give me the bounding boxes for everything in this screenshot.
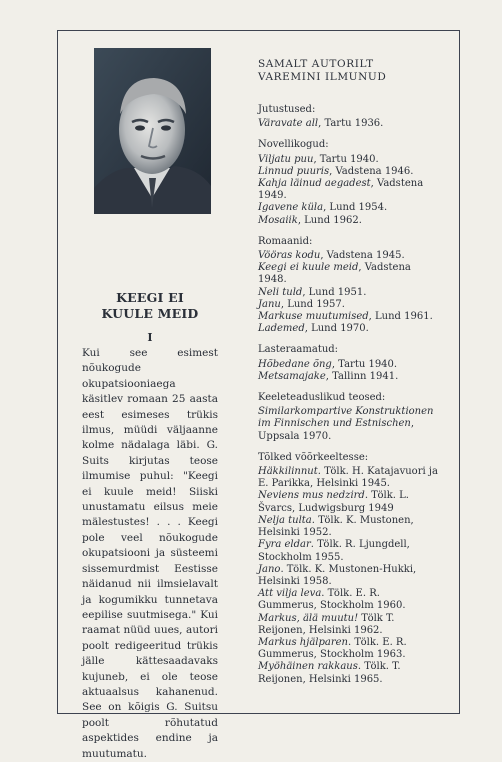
- bibliography-entry: [258, 118, 438, 130]
- bibliography-entry: [258, 166, 438, 178]
- bibliography-sections: [258, 104, 438, 686]
- entry-title: Metsamajake: [258, 370, 326, 382]
- entry-title: Viljatu puu: [258, 153, 314, 165]
- book-title-line: KUULE MEID: [101, 305, 199, 321]
- entry-title: Vööras kodu: [258, 250, 321, 262]
- bibliography-entry: [258, 637, 438, 661]
- entry-details: . Tölk. K. Mustonen, Helsinki 1952.: [258, 514, 414, 539]
- entry-title: Janu: [258, 298, 281, 310]
- entry-details: . Tölk. L. Švarcs, Ludwigsburg 1949: [258, 490, 409, 514]
- bibliography-entry: [258, 588, 438, 612]
- bibliography-entry: [258, 661, 438, 685]
- entry-details: , Lund 1957.: [280, 298, 345, 310]
- bibliography-category: Lasteraamatud:: [258, 344, 339, 356]
- blurb-text: Kui see esimest nõukogude okupatsiooniaega käsitlev romaan 25 aasta eest esimeses trükis ilmus, müüdi väljaanne kolme nädalaga läbi. G. Suits kirjutas teose ilmumise puhul: "Keegi ei kuule meid! Siiski unustamatu eilsus meie mälestustes! . . . Keegi pole veel nõukogude okupatsiooni ja süsteemi sissemurdmist Eestisse näidanud nii ilmsielavalt ja kogumikku tunnetava eepilise suutmisega." Kui raamat nüüd uues, autori poolt redigeeritud trükis jälle kättesaadavaks kujuneb, ei ole teose aktuaalsus kahanenud. See on kõigis G. Suitsu poolt rõhutatud aspektides endine ja muutumatu.: [82, 347, 218, 760]
- entry-title: Häkkilinnut: [258, 466, 318, 478]
- bibliography-entry: [258, 178, 438, 202]
- bibliography-entry: [258, 406, 438, 443]
- bibliography-category: Tõlked võõrkeeltesse:: [258, 451, 369, 463]
- entry-title: Att vilja leva: [258, 588, 322, 600]
- entry-title: Mosaiik: [258, 214, 298, 226]
- bibliography-heading-line: SAMALT AUTORILT: [258, 58, 374, 70]
- book-title: [82, 290, 218, 321]
- entry-details: , Tartu 1940.: [313, 153, 379, 165]
- bibliography-section: [258, 344, 438, 383]
- entry-details: . Tölk. H. Katajavuori ja E. Parikka, Helsinki 1945.: [258, 466, 438, 490]
- bibliography-category: Jutustused:: [258, 104, 316, 115]
- bibliography-entry: [258, 215, 438, 227]
- entry-details: , Lund 1961.: [368, 311, 433, 323]
- entry-details: . Tölk. R. Ljungdell, Stockholm 1955.: [258, 539, 410, 563]
- bibliography-entry: [258, 515, 438, 539]
- author-portrait: [94, 48, 211, 214]
- entry-title: Väravate all: [258, 118, 319, 130]
- entry-details: . Tölk. K. Mustonen-Hukki, Helsinki 1958.: [258, 563, 417, 587]
- entry-details: . Tölk. E. R. Gummerus, Stockholm 1963.: [258, 636, 407, 661]
- entry-details: , Vadstena 1946.: [329, 165, 414, 177]
- bibliography-category: Romaanid:: [258, 235, 313, 247]
- entry-title: Hõbedane õng: [258, 358, 332, 370]
- entry-details: Tölk T. Reijonen, Helsinki 1962.: [258, 612, 395, 636]
- bibliography-entry: [258, 262, 438, 286]
- bibliography-entry: [258, 287, 438, 299]
- bibliography-column: [258, 58, 438, 695]
- blurb-column: [82, 290, 218, 762]
- entry-title: Keegi ei kuule meid: [258, 262, 359, 274]
- entry-details: , Lund 1951.: [302, 286, 367, 298]
- entry-details: . Tölk. T. Reijonen, Helsinki 1965.: [258, 661, 401, 685]
- bibliography-section: [258, 104, 438, 130]
- entry-details: , Lund 1962.: [297, 214, 362, 226]
- entry-details: , Vadstena 1948.: [258, 262, 411, 286]
- bibliography-entry: [258, 154, 438, 166]
- entry-details: , Lund 1970.: [304, 323, 369, 335]
- author-portrait-image: [94, 48, 211, 214]
- entry-title: Kahja läinud aegadest: [258, 178, 371, 190]
- bibliography-heading-line: VAREMINI ILMUNUD: [258, 71, 387, 83]
- entry-title: Nelja tulta: [258, 514, 312, 526]
- entry-details: , Tallinn 1941.: [325, 370, 399, 382]
- bibliography-section: [258, 392, 438, 443]
- entry-details: , Uppsala 1970.: [258, 418, 415, 442]
- bibliography-entry: [258, 371, 438, 383]
- entry-title: Markuse muutumised: [258, 311, 369, 323]
- entry-title: Linnud puuris: [258, 165, 330, 177]
- entry-details: , Vadstena 1945.: [320, 250, 405, 262]
- entry-details: , Tartu 1936.: [318, 118, 384, 130]
- bibliography-entry: [258, 311, 438, 323]
- bibliography-entry: [258, 323, 438, 335]
- entry-details: , Tartu 1940.: [331, 358, 398, 370]
- bibliography-section: [258, 139, 438, 226]
- bibliography-category: Keeleteaduslikud teosed:: [258, 392, 386, 404]
- entry-details: , Vadstena 1949.: [258, 178, 424, 202]
- book-title-line: KEEGI EI: [116, 290, 184, 305]
- bibliography-category: Novellikogud:: [258, 139, 329, 151]
- entry-title: Neli tuld: [258, 286, 303, 298]
- entry-title: Markus hjälparen: [258, 636, 348, 648]
- entry-title: Similarkompartive Konstruktionen im Finnischen und Estnischen: [258, 406, 434, 430]
- entry-title: Myöhäinen rakkaus: [258, 661, 358, 673]
- bibliography-heading: [258, 58, 438, 84]
- bibliography-entry: [258, 490, 438, 514]
- bibliography-entry: [258, 299, 438, 311]
- entry-title: Fyra eldar: [258, 539, 311, 551]
- bibliography-entry: [258, 466, 438, 490]
- entry-title: Markus, älä muutu!: [258, 612, 359, 624]
- bibliography-section: [258, 452, 438, 686]
- bibliography-section: [258, 236, 438, 336]
- bibliography-entry: [258, 202, 438, 214]
- entry-title: Neviens mus nedzird: [258, 490, 365, 502]
- bibliography-entry: [258, 250, 438, 262]
- section-numeral: I: [147, 331, 153, 344]
- entry-title: Lademed: [258, 323, 305, 335]
- bibliography-entry: [258, 564, 438, 588]
- bibliography-entry: [258, 539, 438, 563]
- bibliography-entry: [258, 359, 438, 371]
- entry-title: Jano: [258, 563, 281, 575]
- entry-title: Igavene küla: [258, 202, 324, 214]
- bibliography-entry: [258, 613, 438, 637]
- entry-details: . Tölk. E. R. Gummerus, Stockholm 1960.: [258, 588, 406, 612]
- entry-details: , Lund 1954.: [323, 202, 388, 214]
